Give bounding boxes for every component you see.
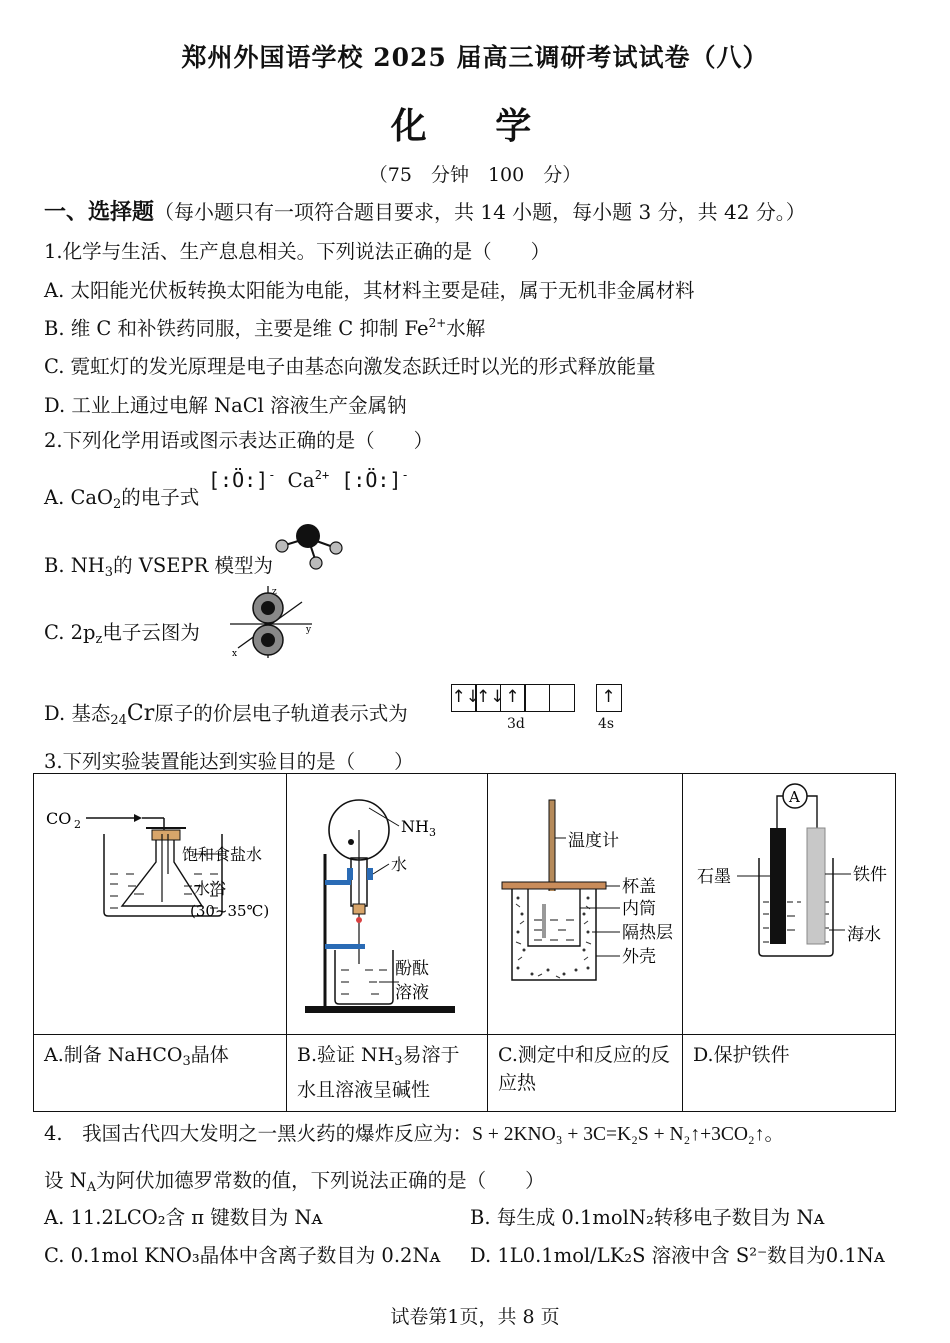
caption-b <box>287 1035 488 1112</box>
q1-b-post: 水解 <box>446 317 486 340</box>
q4-stem2-post: 为阿伏加德罗常数的值，下列说法正确的是（ ） <box>96 1169 545 1192</box>
axis-y-label: y <box>306 625 312 635</box>
axis-x-label: x <box>232 649 238 659</box>
q4-stem-text: 4. 我国古代四大发明之一黑火药的爆炸反应为： <box>44 1122 473 1145</box>
a-co2-sub: 2 <box>74 818 81 831</box>
apparatus-b-drawing <box>287 774 487 1030</box>
b-phen-label-1: 酚酞 <box>395 959 429 979</box>
2pz-orbital-icon <box>226 584 316 660</box>
q1-b-pre: B. 维 C 和补铁药同服，主要是维 C 抑制 Fe <box>44 317 429 340</box>
q2-b-pre: B. NH <box>44 554 105 577</box>
q2-a-post: 的电子式 <box>121 486 200 509</box>
a-bath-label: 水浴 <box>194 879 227 898</box>
apparatus-b <box>287 774 488 1035</box>
orbital-box <box>549 684 575 712</box>
formula-minus-1: - <box>268 468 276 482</box>
apparatus-a <box>34 774 287 1035</box>
a-salt-label: 饱和食盐水 <box>182 845 263 864</box>
q2-c-post: 电子云图为 <box>102 621 200 644</box>
b-nh3-label: NH <box>401 817 429 836</box>
caption-a <box>34 1035 287 1112</box>
q2-c-sub: z <box>95 632 103 647</box>
apparatus-d <box>683 774 896 1035</box>
c-thermo-label: 温度计 <box>568 831 619 851</box>
q2-d-sub: 24 <box>110 713 127 728</box>
page-footer: 试卷第1页，共 8 页 <box>390 1306 560 1328</box>
caption-d: D.保护铁件 <box>683 1035 896 1112</box>
q4-stem2-pre: 设 N <box>44 1169 87 1192</box>
q2-a-sub: 2 <box>113 497 122 512</box>
c-inner-label: 内筒 <box>622 899 656 919</box>
q4-option-b: B. 每生成 0.1molN₂转移电子数目为 Nᴀ <box>470 1206 825 1229</box>
q4-stem-2 <box>44 1165 545 1195</box>
c-shell-label: 外壳 <box>622 947 656 967</box>
formula-ca-sup: 2+ <box>314 468 330 482</box>
apparatus-table <box>33 773 896 1112</box>
q1-option-d: D. 工业上通过电解 NaCl 溶液生产金属钠 <box>44 394 407 417</box>
c-lid-label: 杯盖 <box>622 877 656 897</box>
orbital-box <box>524 684 550 712</box>
d-ammeter-label: A <box>789 788 800 806</box>
apparatus-d-drawing <box>683 774 895 1030</box>
formula-minus-2: - <box>401 468 409 482</box>
q2-b-post: 的 VSEPR 模型为 <box>113 554 273 577</box>
orbital-box: ↑ <box>596 684 622 712</box>
q2-d-el: Cr <box>126 701 155 726</box>
formula-left: [:Ö:] <box>208 468 269 492</box>
exam-meta: （75 分钟 100 分） <box>368 164 582 186</box>
orbital-box: ↑↓ <box>475 684 501 712</box>
q1-option-a: A. 太阳能光伏板转换太阳能为电能，其材料主要是硅，属于无机非金属材料 <box>44 279 695 302</box>
section-heading <box>44 195 806 226</box>
axis-z-label: z <box>272 587 277 597</box>
formula-right: [:Ö:] <box>341 468 402 492</box>
cap-a-pre: A.制备 NaHCO <box>44 1044 183 1066</box>
b-phen-label-2: 溶液 <box>395 983 429 1003</box>
section-note: （每小题只有一项符合题目要求，共 14 小题，每小题 3 分，共 42 分。） <box>154 200 806 224</box>
q4-option-d: D. 1L0.1mol/LK₂S 溶液中含 S²⁻数目为0.1Nᴀ <box>470 1244 885 1267</box>
q1-option-c: C. 霓虹灯的发光原理是电子由基态向激发态跃迁时以光的形式释放能量 <box>44 355 656 378</box>
cap-b-sub: 3 <box>394 1054 403 1069</box>
cap-a-sub: 3 <box>182 1054 191 1069</box>
q2-d-post: 原子的价层电子轨道表示式为 <box>154 702 408 725</box>
orbital-3d <box>452 684 575 712</box>
q4-stem2-sub: A <box>86 1180 97 1195</box>
q1-b-sup: 2+ <box>428 316 447 330</box>
c-insul-label: 隔热层 <box>622 923 673 943</box>
vsepr-model-icon <box>272 520 346 570</box>
cap-b-pre: B.验证 NH <box>297 1044 395 1066</box>
q2-option-b <box>44 550 273 580</box>
b-nh3-sub: 3 <box>429 826 436 839</box>
d-sea-label: 海水 <box>847 925 881 945</box>
d-iron-label: 铁件 <box>853 865 887 885</box>
q2-option-c <box>44 617 200 647</box>
orbital-box: ↑↓ <box>451 684 477 712</box>
q2-b-sub: 3 <box>104 565 114 580</box>
orbital-4s <box>597 684 622 712</box>
q3-stem: 3.下列实验装置能达到实验目的是（ ） <box>44 750 414 773</box>
caption-c: C.测定中和反应的反应热 <box>488 1035 683 1112</box>
a-co2-label: CO <box>46 809 72 828</box>
q2-stem: 2.下列化学用语或图示表达正确的是（ ） <box>44 429 434 452</box>
q4-stem <box>44 1118 784 1146</box>
q4-option-a: A. 11.2LCO₂含 π 键数目为 Nᴀ <box>44 1206 323 1229</box>
q2-a-pre: A. CaO <box>44 486 114 509</box>
apparatus-c <box>488 774 683 1035</box>
d-graphite-label: 石墨 <box>697 867 731 887</box>
a-temp-label: (30~35℃) <box>190 902 270 920</box>
orbital-box: ↑ <box>500 684 526 712</box>
q2-c-pre: C. 2p <box>44 621 96 644</box>
apparatus-c-drawing <box>488 774 682 1030</box>
formula-ca: Ca <box>287 468 315 492</box>
subject-title: 化 学 <box>390 105 560 147</box>
apparatus-a-drawing <box>34 774 286 1030</box>
q1-stem: 1.化学与生活、生产息息相关。下列说法正确的是（ ） <box>44 240 551 263</box>
cap-a-post: 晶体 <box>190 1044 229 1066</box>
label-3d: 3d <box>507 716 525 732</box>
q1-option-b <box>44 313 485 341</box>
label-4s: 4s <box>598 716 615 732</box>
q2-option-a <box>44 482 199 512</box>
cap-b-post: 易溶于水且溶液呈碱性 <box>297 1044 460 1101</box>
exam-title: 郑州外国语学校 2025 届高三调研考试试卷（八） <box>181 43 769 72</box>
section-title: 一、选择题 <box>44 199 155 225</box>
q2-option-d <box>44 698 408 728</box>
q4-option-c: C. 0.1mol KNO₃晶体中含离子数目为 0.2Nᴀ <box>44 1244 441 1267</box>
q4-equation: S + 2KNO₃ + 3C=K₂S + N₂↑+3CO₂↑。 <box>472 1124 784 1145</box>
q2-d-pre: D. 基态 <box>44 702 111 725</box>
b-water-label: 水 <box>391 855 408 874</box>
cao2-electron-formula <box>208 468 409 492</box>
